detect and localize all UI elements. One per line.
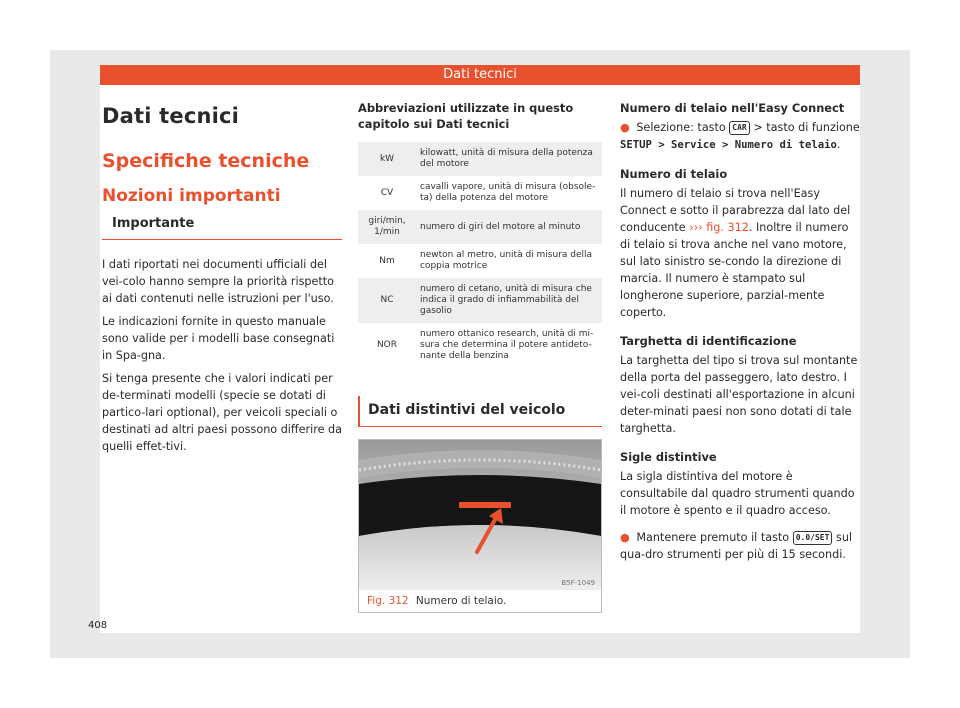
paragraph: I dati riportati nei documenti ufficiali del vei-colo hanno sempre la priorità rispetto ai dati contenuti nelle istruzioni per l'uso. xyxy=(102,258,335,305)
paragraph-text: Il numero di telaio si trova nell'Easy Connect e sotto il parabrezza dal lato del conducente xyxy=(620,187,851,234)
abbr-key: Nm xyxy=(358,244,416,278)
middle-column xyxy=(358,100,602,613)
table-row xyxy=(358,142,602,176)
right-column xyxy=(620,100,860,563)
paragraph: La sigla distintiva del motore è consultabile dal quadro strumenti quando il motore è spento e il quadro acceso. xyxy=(620,470,855,517)
figure-number: Fig. 312 xyxy=(367,595,409,607)
step-hold-key xyxy=(620,529,860,563)
figure-code: B5F-1049 xyxy=(561,579,595,587)
engine-codes-title: Sigle distintive xyxy=(620,450,717,464)
step-text: > tasto di funzione xyxy=(753,121,860,134)
step-text: Mantenere premuto il tasto xyxy=(636,531,790,544)
figure-image xyxy=(359,440,601,590)
car-key-icon: CAR xyxy=(729,121,749,135)
page-header: Dati tecnici xyxy=(100,65,860,85)
bullet-icon: ● xyxy=(620,121,630,134)
page-number: 408 xyxy=(88,620,108,631)
step-selection xyxy=(620,119,860,154)
abbr-desc: cavalli vapore, unità di misura (obsole-ta) della potenza del motore xyxy=(416,176,602,210)
figure-reference-link[interactable]: ››› fig. 312 xyxy=(689,221,749,234)
paragraph: Le indicazioni fornite in questo manuale sono valide per i modelli base consegnati in Spa-gna. xyxy=(102,315,335,362)
abbr-desc: newton al metro, unità di misura della coppia motrice xyxy=(416,244,602,278)
table-row xyxy=(358,278,602,323)
abbr-desc: numero di giri del motore al minuto xyxy=(416,210,602,244)
bullet-icon: ● xyxy=(620,531,630,544)
abbr-desc: kilowatt, unità di misura della potenza del motore xyxy=(416,142,602,176)
paragraph-text: . Inoltre il numero di telaio si trova anche nel vano motore, sul lato sinistro se-condo la direzione di marcia. Il numero è stampato sul longherone superiore, parzial-mente coperto. xyxy=(620,221,849,319)
step-text: . xyxy=(836,138,841,151)
abbreviations-title: Abbreviazioni utilizzate in questo capitolo sui Dati tecnici xyxy=(358,101,574,131)
paragraph: Si tenga presente che i valori indicati per de-terminati modelli (specie se dotati di partico-lari optional), per veicoli speciali o destinati ad altri paesi possono differire da quelli effet-tivi. xyxy=(102,372,342,453)
abbr-desc: numero di cetano, unità di misura che indica il grado di infiammabilità del gasolio xyxy=(416,278,602,323)
chassis-number-title: Numero di telaio xyxy=(620,167,728,181)
abbr-key: CV xyxy=(358,176,416,210)
abbr-desc: numero ottanico research, unità di mi-sura che determina il potere antideto-nante della benzina xyxy=(416,323,602,368)
table-row xyxy=(358,210,602,244)
easy-connect-title: Numero di telaio nell'Easy Connect xyxy=(620,101,845,115)
abbreviations-table xyxy=(358,142,602,368)
windshield-illustration xyxy=(359,440,601,590)
abbr-key: kW xyxy=(358,142,416,176)
abbr-key: giri/min, 1/min xyxy=(358,210,416,244)
subsection-title: Nozioni importanti xyxy=(102,186,281,206)
figure-caption xyxy=(359,590,601,612)
abbr-key: NC xyxy=(358,278,416,323)
paragraph: La targhetta del tipo si trova sul montante della porta del passeggero, lato destro. I vei-coli destinati all'esportazione in alcuni deter-minati paesi non sono dotati di tale targhetta. xyxy=(620,354,858,435)
step-text: sul qua-dro strumenti per più di 15 secondi. xyxy=(620,531,853,561)
abbr-key: NOR xyxy=(358,323,416,368)
section-title: Specifiche tecniche xyxy=(102,150,310,172)
vehicle-data-heading: Dati distintivi del veicolo xyxy=(358,396,602,427)
table-row xyxy=(358,323,602,368)
chapter-title: Dati tecnici xyxy=(102,104,240,128)
table-row xyxy=(358,176,602,210)
set-key-icon: 0.0/SET xyxy=(793,531,833,545)
table-row xyxy=(358,244,602,278)
step-text: Selezione: tasto xyxy=(636,121,726,134)
figure-caption-text: Numero di telaio. xyxy=(415,595,507,607)
figure xyxy=(358,439,602,613)
left-column xyxy=(102,100,342,455)
menu-path: SETUP > Service > Numero di telaio xyxy=(620,139,837,151)
id-plate-title: Targhetta di identificazione xyxy=(620,334,797,348)
notice-heading: Importante xyxy=(102,216,342,240)
paragraph xyxy=(620,185,860,321)
